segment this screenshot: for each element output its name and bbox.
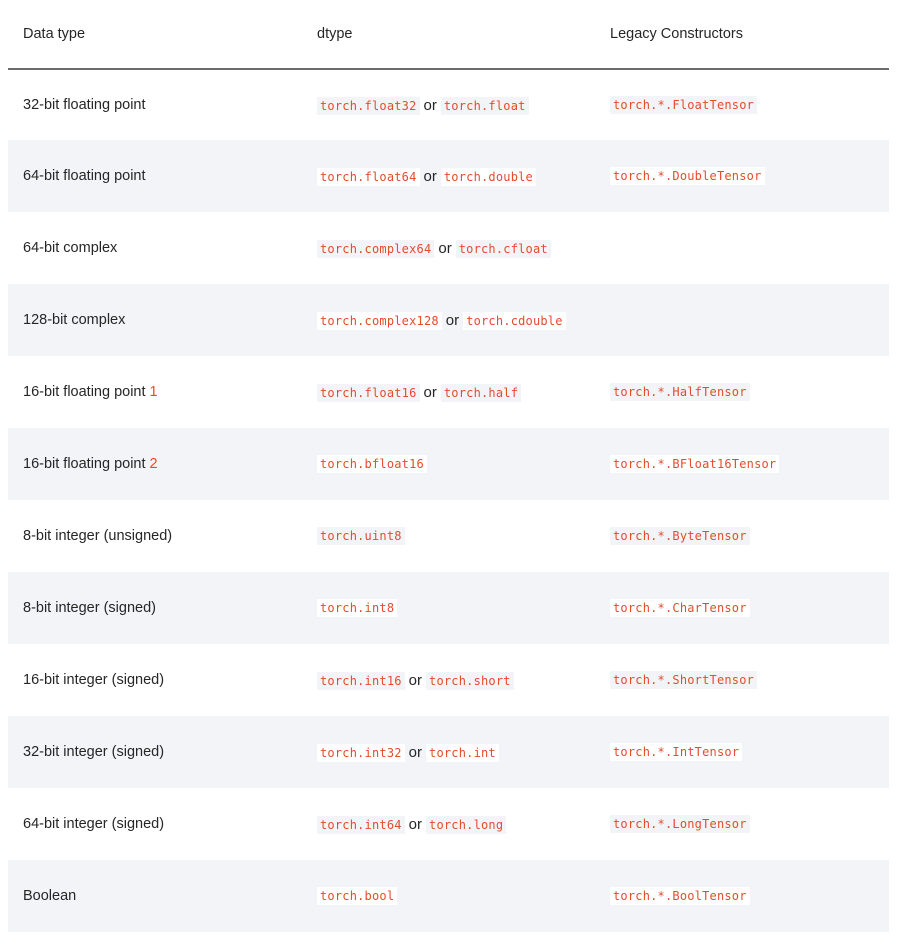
cell-data-type <box>8 140 302 212</box>
legacy-constructor-code: torch.*.BoolTensor <box>610 887 750 905</box>
cell-dtype <box>302 69 595 140</box>
legacy-constructor-code: torch.*.DoubleTensor <box>610 167 765 185</box>
cell-dtype <box>302 356 595 428</box>
dtype-code: torch.int16 <box>317 672 405 690</box>
cell-dtype <box>302 572 595 644</box>
data-type-label: 64-bit integer (signed) <box>23 816 165 832</box>
cell-data-type <box>8 284 302 356</box>
table-row <box>8 140 889 212</box>
cell-legacy-constructor <box>595 284 889 356</box>
table-row <box>8 69 889 140</box>
dtype-alias-code: torch.cdouble <box>463 312 566 330</box>
cell-dtype <box>302 716 595 788</box>
dtype-code: torch.int64 <box>317 816 405 834</box>
cell-dtype <box>302 212 595 284</box>
data-type-label: 16-bit floating point <box>23 384 146 400</box>
data-type-label: 8-bit integer (signed) <box>23 600 156 616</box>
legacy-constructor-code: torch.*.IntTensor <box>610 743 742 761</box>
dtype-alias-code: torch.double <box>441 168 536 186</box>
or-separator: or <box>408 815 423 833</box>
dtype-code: torch.complex128 <box>317 312 442 330</box>
or-separator: or <box>445 311 460 329</box>
dtype-alias-code: torch.int <box>426 744 499 762</box>
table-header <box>8 0 889 69</box>
dtype-alias-code: torch.short <box>426 672 514 690</box>
cell-data-type <box>8 356 302 428</box>
cell-legacy-constructor <box>595 428 889 500</box>
legacy-constructor-code: torch.*.FloatTensor <box>610 96 757 114</box>
table-row <box>8 716 889 788</box>
table-row <box>8 860 889 932</box>
cell-legacy-constructor <box>595 500 889 572</box>
data-type-label: 32-bit integer (signed) <box>23 744 165 760</box>
data-type-label: 64-bit complex <box>23 240 118 256</box>
or-separator: or <box>423 383 437 401</box>
cell-legacy-constructor <box>595 212 889 284</box>
cell-legacy-constructor <box>595 356 889 428</box>
table-row <box>8 212 889 284</box>
cell-dtype <box>302 140 595 212</box>
dtype-code: torch.bfloat16 <box>317 455 427 473</box>
cell-legacy-constructor <box>595 69 889 140</box>
or-separator: or <box>408 671 423 689</box>
dtype-code: torch.float32 <box>317 97 420 115</box>
cell-data-type <box>8 716 302 788</box>
dtype-table <box>8 0 889 932</box>
dtype-code: torch.float16 <box>317 384 420 402</box>
data-type-label: 128-bit complex <box>23 312 126 328</box>
or-separator: or <box>423 167 437 185</box>
or-separator: or <box>423 96 437 114</box>
cell-legacy-constructor <box>595 644 889 716</box>
dtype-code: torch.bool <box>317 887 397 905</box>
dtype-alias-code: torch.long <box>426 816 506 834</box>
data-type-label: 8-bit integer (unsigned) <box>23 528 173 544</box>
dtype-code: torch.float64 <box>317 168 420 186</box>
cell-data-type <box>8 69 302 140</box>
dtype-alias-code: torch.cfloat <box>456 240 551 258</box>
dtype-code: torch.int32 <box>317 744 405 762</box>
legacy-constructor-code: torch.*.LongTensor <box>610 815 750 833</box>
legacy-constructor-code: torch.*.ShortTensor <box>610 671 757 689</box>
cell-legacy-constructor <box>595 788 889 860</box>
data-type-label: 64-bit floating point <box>23 168 146 184</box>
table-row <box>8 284 889 356</box>
data-type-label: 16-bit floating point <box>23 456 146 472</box>
cell-legacy-constructor <box>595 572 889 644</box>
cell-dtype <box>302 788 595 860</box>
cell-legacy-constructor <box>595 140 889 212</box>
table-body <box>8 69 889 932</box>
data-type-label: Boolean <box>23 888 77 904</box>
cell-dtype <box>302 500 595 572</box>
or-separator: or <box>438 239 452 257</box>
dtype-alias-code: torch.half <box>441 384 521 402</box>
legacy-constructor-code: torch.*.HalfTensor <box>610 383 750 401</box>
legacy-constructor-code: torch.*.CharTensor <box>610 599 750 617</box>
cell-dtype <box>302 860 595 932</box>
dtype-code: torch.int8 <box>317 599 397 617</box>
cell-data-type <box>8 500 302 572</box>
footnote-link[interactable]: 2 <box>149 456 158 472</box>
table-row <box>8 644 889 716</box>
footnote-link[interactable]: 1 <box>149 384 158 400</box>
data-type-label: 16-bit integer (signed) <box>23 672 165 688</box>
table-row <box>8 356 889 428</box>
dtype-table-container <box>8 0 889 932</box>
cell-data-type <box>8 644 302 716</box>
legacy-constructor-code: torch.*.ByteTensor <box>610 527 750 545</box>
dtype-alias-code: torch.float <box>441 97 529 115</box>
cell-data-type <box>8 212 302 284</box>
cell-data-type <box>8 572 302 644</box>
cell-legacy-constructor <box>595 716 889 788</box>
table-row <box>8 500 889 572</box>
header-data-type: Data type <box>8 0 302 69</box>
dtype-code: torch.complex64 <box>317 240 434 258</box>
cell-data-type <box>8 428 302 500</box>
dtype-code: torch.uint8 <box>317 527 405 545</box>
cell-dtype <box>302 284 595 356</box>
cell-data-type <box>8 860 302 932</box>
header-legacy-constructors: Legacy Constructors <box>595 0 889 69</box>
table-row <box>8 572 889 644</box>
cell-dtype <box>302 428 595 500</box>
header-row <box>8 0 889 69</box>
table-row <box>8 788 889 860</box>
data-type-label: 32-bit floating point <box>23 97 146 113</box>
or-separator: or <box>408 743 423 761</box>
header-dtype: dtype <box>302 0 595 69</box>
legacy-constructor-code: torch.*.BFloat16Tensor <box>610 455 779 473</box>
cell-data-type <box>8 788 302 860</box>
cell-dtype <box>302 644 595 716</box>
cell-legacy-constructor <box>595 860 889 932</box>
table-row <box>8 428 889 500</box>
